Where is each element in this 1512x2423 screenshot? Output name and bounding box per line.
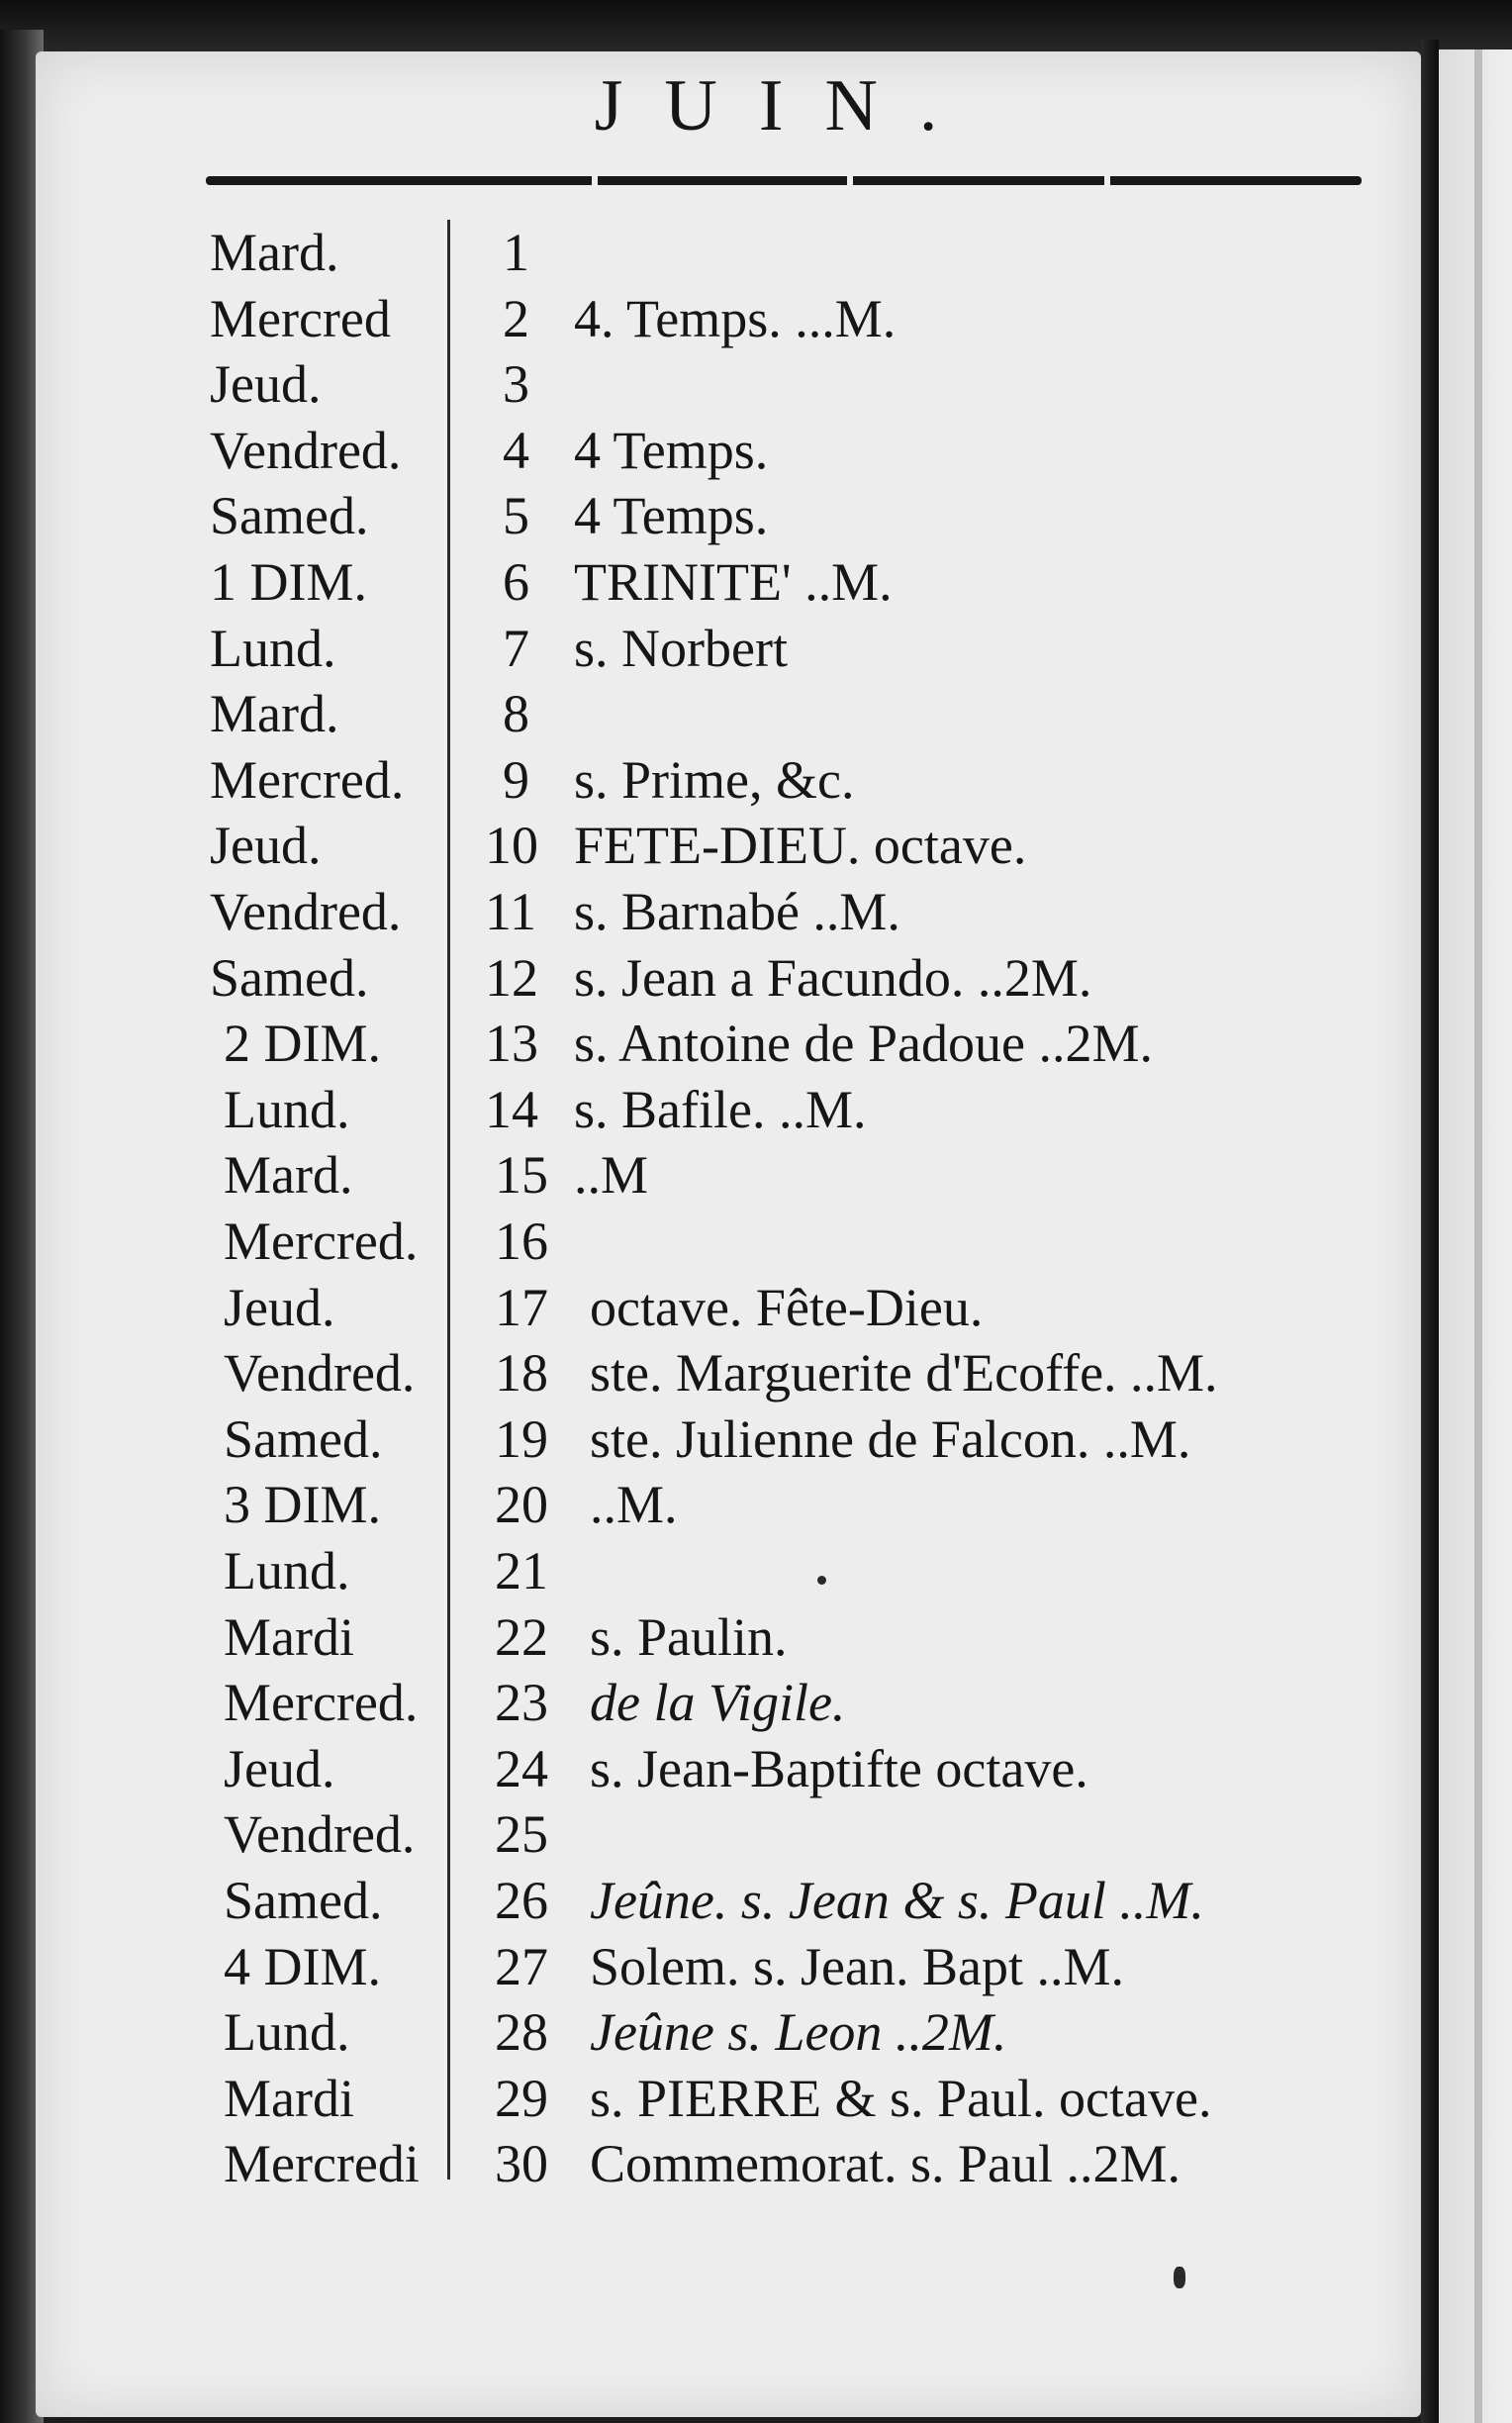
date-number: 30: [495, 2134, 548, 2194]
date-number: 22: [495, 1606, 548, 1667]
date-number: 21: [495, 1541, 548, 1600]
feast-note: ..M.: [590, 1475, 678, 1535]
feast-note: s. Prime, &c.: [574, 749, 855, 810]
feast-note: 4 Temps.: [574, 486, 769, 546]
date-number: 16: [495, 1212, 548, 1271]
weekday-label: Jeud.: [224, 1738, 335, 1798]
date-number: 25: [495, 1804, 548, 1865]
calendar-row: [0, 813, 1385, 878]
date-number: 10: [485, 816, 538, 876]
calendar-row: [0, 1999, 1385, 2065]
feast-note: octave. Fête-Dieu.: [590, 1277, 984, 1337]
month-heading: JUIN.: [594, 65, 980, 146]
feast-note: 4 Temps.: [574, 420, 769, 480]
calendar-row: [0, 220, 1385, 285]
weekday-label: Jeud.: [224, 1277, 335, 1337]
ink-mark: [1174, 2267, 1185, 2288]
feast-note: s. Antoine de Padoue ..2M.: [574, 1014, 1153, 1074]
weekday-label: Lund.: [224, 2002, 350, 2063]
date-number: 6: [503, 552, 529, 612]
weekday-label: Mercred.: [210, 749, 405, 810]
weekday-label: Mardi: [224, 2068, 354, 2128]
calendar-row: [0, 1406, 1385, 1472]
feast-note: s. Bafile. ..M.: [574, 1079, 867, 1139]
weekday-label: Lund.: [210, 618, 336, 678]
weekday-label: Vendred.: [224, 1343, 416, 1404]
date-number: 4: [503, 420, 529, 480]
date-number: 15: [495, 1145, 548, 1206]
feast-note: s. Paulin.: [590, 1606, 788, 1667]
date-number: 5: [503, 486, 529, 546]
date-number: 29: [495, 2068, 548, 2128]
weekday-label: Jeud.: [210, 354, 322, 415]
weekday-label: Samed.: [224, 1871, 383, 1930]
calendar-row: [0, 1340, 1385, 1405]
ink-speck: [817, 1576, 826, 1585]
weekday-label: 4 DIM.: [224, 1936, 381, 1996]
weekday-label: 2 DIM.: [224, 1014, 381, 1074]
feast-note: FETE-DIEU. octave.: [574, 816, 1027, 876]
feast-note: TRINITE' ..M.: [574, 552, 893, 612]
calendar-row: [0, 286, 1385, 351]
calendar-row: [0, 1142, 1385, 1208]
weekday-label: Samed.: [210, 947, 369, 1008]
feast-note: 4. Temps. ...M.: [574, 288, 897, 348]
date-number: 26: [495, 1871, 548, 1930]
feast-note: ..M: [574, 1145, 649, 1206]
calendar-row: [0, 616, 1385, 681]
feast-note: ste. Julienne de Falcon. ..M.: [590, 1408, 1191, 1469]
calendar-row: [0, 681, 1385, 746]
calendar-row: [0, 1604, 1385, 1670]
date-number: 12: [485, 947, 538, 1008]
feast-note: ste. Marguerite d'Ecoffe. ..M.: [590, 1343, 1218, 1404]
calendar-row: [0, 1275, 1385, 1340]
date-number: 13: [485, 1014, 538, 1074]
date-number: 2: [503, 288, 529, 348]
weekday-label: Mercredi: [224, 2134, 420, 2194]
calendar-row: [0, 945, 1385, 1011]
date-number: 20: [495, 1475, 548, 1535]
weekday-label: Lund.: [224, 1541, 350, 1600]
weekday-label: Mard.: [224, 1145, 353, 1206]
weekday-label: Vendred.: [224, 1804, 416, 1865]
feast-note: Commemorat. s. Paul ..2M.: [590, 2134, 1181, 2194]
calendar-row: [0, 747, 1385, 813]
date-number: 1: [503, 223, 529, 282]
calendar-row: [0, 1736, 1385, 1801]
date-number: 9: [503, 749, 529, 810]
weekday-label: Jeud.: [210, 816, 322, 876]
date-number: 28: [495, 2002, 548, 2063]
feast-note: Solem. s. Jean. Bapt ..M.: [590, 1936, 1124, 1996]
calendar-row: [0, 351, 1385, 417]
date-number: 8: [503, 684, 529, 744]
weekday-label: Lund.: [224, 1079, 350, 1139]
date-number: 14: [485, 1079, 538, 1139]
calendar-row: [0, 1801, 1385, 1867]
feast-note: s. Barnabé ..M.: [574, 882, 900, 941]
calendar-row: [0, 2131, 1385, 2196]
feast-note: s. PIERRE & s. Paul. octave.: [590, 2068, 1212, 2128]
weekday-label: Samed.: [210, 486, 369, 546]
calendar-row: [0, 1209, 1385, 1274]
weekday-label: Mercred.: [224, 1212, 419, 1271]
feast-note: de la Vigile.: [590, 1673, 846, 1733]
date-number: 11: [485, 882, 536, 941]
feast-note: s. Norbert: [574, 618, 788, 678]
feast-note: Jeûne. s. Jean & s. Paul ..M.: [590, 1871, 1204, 1930]
weekday-label: Samed.: [224, 1408, 383, 1469]
calendar-row: [0, 879, 1385, 944]
weekday-label: 3 DIM.: [224, 1475, 381, 1535]
calendar-row: [0, 1077, 1385, 1142]
weekday-label: 1 DIM.: [210, 552, 367, 612]
date-number: 3: [503, 354, 529, 415]
calendar-row: [0, 1538, 1385, 1603]
weekday-label: Mard.: [210, 684, 339, 744]
calendar-row: [0, 549, 1385, 615]
date-number: 19: [495, 1408, 548, 1469]
feast-note: s. Jean a Facundo. ..2M.: [574, 947, 1092, 1008]
weekday-label: Mercred.: [224, 1673, 419, 1733]
weekday-label: Vendred.: [210, 882, 402, 941]
weekday-label: Vendred.: [210, 420, 402, 480]
calendar-row: [0, 1934, 1385, 1999]
calendar-row: [0, 1868, 1385, 1933]
calendar-row: [0, 418, 1385, 483]
calendar-row: [0, 483, 1385, 548]
date-number: 17: [495, 1277, 548, 1337]
date-number: 27: [495, 1936, 548, 1996]
feast-note: s. Jean-Baptifte octave.: [590, 1738, 1088, 1798]
calendar-row: [0, 2066, 1385, 2131]
weekday-label: Mardi: [224, 1606, 354, 1667]
date-number: 23: [495, 1673, 548, 1733]
calendar-row: [0, 1670, 1385, 1735]
weekday-label: Mercred: [210, 288, 391, 348]
calendar-row: [0, 1011, 1385, 1076]
feast-note: Jeûne s. Leon ..2M.: [590, 2002, 1007, 2063]
calendar-row: [0, 1472, 1385, 1537]
date-number: 18: [495, 1343, 548, 1404]
weekday-label: Mard.: [210, 223, 339, 282]
date-number: 7: [503, 618, 529, 678]
date-number: 24: [495, 1738, 548, 1798]
